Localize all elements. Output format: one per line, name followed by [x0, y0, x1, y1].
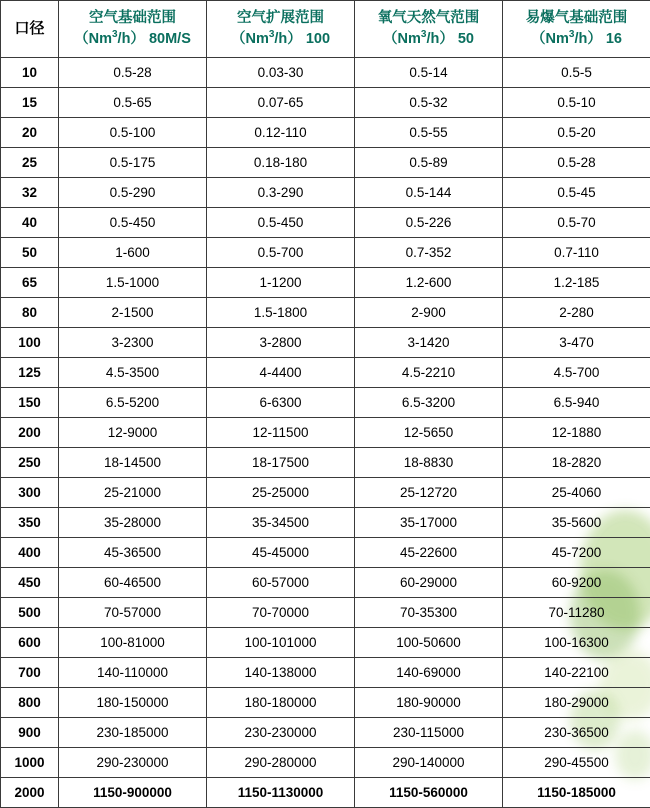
- cell-range: 1.5-1000: [59, 268, 207, 298]
- cell-dn: 25: [1, 148, 59, 178]
- cell-range: 6.5-3200: [355, 388, 503, 418]
- cell-range: 4.5-3500: [59, 358, 207, 388]
- cell-range: 25-4060: [503, 478, 650, 508]
- cell-range: 1-1200: [207, 268, 355, 298]
- cell-range: 140-138000: [207, 658, 355, 688]
- cell-range: 60-9200: [503, 568, 650, 598]
- cell-range: 0.03-30: [207, 58, 355, 88]
- column-header-air-basic-line2: （Nm$^3$/h） 80M/S: [62, 28, 203, 49]
- cell-range: 12-1880: [503, 418, 650, 448]
- table-row: [1, 688, 650, 718]
- cell-dn: 32: [1, 178, 59, 208]
- cell-range: 45-36500: [59, 538, 207, 568]
- cell-range: 6.5-5200: [59, 388, 207, 418]
- cell-range: 2-1500: [59, 298, 207, 328]
- table-row: [1, 628, 650, 658]
- cell-range: 0.5-45: [503, 178, 650, 208]
- cell-range: 45-45000: [207, 538, 355, 568]
- cell-dn: 50: [1, 238, 59, 268]
- cell-range: 6.5-940: [503, 388, 650, 418]
- column-header-air-extended-line1: 空气扩展范围: [210, 9, 351, 29]
- column-header-air-basic-line1: 空气基础范围: [62, 9, 203, 29]
- column-header-oxygen-natural-gas: [355, 1, 503, 58]
- cell-dn: 15: [1, 88, 59, 118]
- cell-range: 0.3-290: [207, 178, 355, 208]
- cell-range: 4.5-700: [503, 358, 650, 388]
- cell-range: 6-6300: [207, 388, 355, 418]
- cell-dn: 200: [1, 418, 59, 448]
- cell-dn: 2000: [1, 778, 59, 808]
- table-row: [1, 598, 650, 628]
- cell-range: 2-280: [503, 298, 650, 328]
- cell-range: 0.5-100: [59, 118, 207, 148]
- cell-dn: 400: [1, 538, 59, 568]
- cell-dn: 700: [1, 658, 59, 688]
- cell-range: 1.2-185: [503, 268, 650, 298]
- cell-dn: 80: [1, 298, 59, 328]
- cell-range: 0.12-110: [207, 118, 355, 148]
- table-row: [1, 388, 650, 418]
- cell-range: 230-115000: [355, 718, 503, 748]
- cell-range: 35-34500: [207, 508, 355, 538]
- column-header-dn-label: 口径: [14, 20, 44, 37]
- cell-dn: 125: [1, 358, 59, 388]
- cell-range: 0.18-180: [207, 148, 355, 178]
- column-header-air-extended: [207, 1, 355, 58]
- table-header-row: [1, 1, 650, 58]
- cell-range: 0.07-65: [207, 88, 355, 118]
- cell-range: 35-17000: [355, 508, 503, 538]
- cell-range: 3-470: [503, 328, 650, 358]
- table-row: [1, 478, 650, 508]
- cell-dn: 100: [1, 328, 59, 358]
- cell-range: 0.5-14: [355, 58, 503, 88]
- table-row: [1, 238, 650, 268]
- cell-dn: 500: [1, 598, 59, 628]
- table-row: [1, 88, 650, 118]
- cell-dn: 600: [1, 628, 59, 658]
- cell-range: 0.5-65: [59, 88, 207, 118]
- table-row: [1, 178, 650, 208]
- column-header-air-extended-line2: （Nm$^3$/h） 100: [210, 28, 351, 49]
- table-body: [1, 58, 650, 808]
- cell-range: 290-45500: [503, 748, 650, 778]
- cell-range: 100-16300: [503, 628, 650, 658]
- table-row: [1, 568, 650, 598]
- cell-dn: 65: [1, 268, 59, 298]
- cell-range: 0.5-175: [59, 148, 207, 178]
- column-header-flammable-gas-basic-line1: 易爆气基础范围: [506, 9, 647, 29]
- column-header-flammable-gas-basic: [503, 1, 650, 58]
- table-row: [1, 268, 650, 298]
- cell-dn: 10: [1, 58, 59, 88]
- table-row: [1, 508, 650, 538]
- cell-range: 0.5-32: [355, 88, 503, 118]
- table-row: [1, 58, 650, 88]
- table-row: [1, 778, 650, 808]
- cell-range: 45-7200: [503, 538, 650, 568]
- table-row: [1, 328, 650, 358]
- cell-dn: 300: [1, 478, 59, 508]
- cell-range: 18-8830: [355, 448, 503, 478]
- cell-range: 140-69000: [355, 658, 503, 688]
- cell-range: 180-150000: [59, 688, 207, 718]
- cell-range: 0.5-10: [503, 88, 650, 118]
- cell-dn: 250: [1, 448, 59, 478]
- cell-range: 0.5-70: [503, 208, 650, 238]
- cell-range: 0.5-450: [59, 208, 207, 238]
- cell-range: 1150-560000: [355, 778, 503, 808]
- cell-range: 3-2800: [207, 328, 355, 358]
- cell-range: 0.5-89: [355, 148, 503, 178]
- cell-range: 0.5-700: [207, 238, 355, 268]
- cell-range: 2-900: [355, 298, 503, 328]
- cell-dn: 900: [1, 718, 59, 748]
- cell-range: 290-280000: [207, 748, 355, 778]
- cell-range: 25-12720: [355, 478, 503, 508]
- cell-range: 0.5-5: [503, 58, 650, 88]
- table-row: [1, 298, 650, 328]
- cell-range: 25-21000: [59, 478, 207, 508]
- cell-range: 12-9000: [59, 418, 207, 448]
- cell-range: 3-2300: [59, 328, 207, 358]
- cell-range: 70-70000: [207, 598, 355, 628]
- cell-range: 45-22600: [355, 538, 503, 568]
- cell-range: 0.5-290: [59, 178, 207, 208]
- cell-range: 0.7-352: [355, 238, 503, 268]
- cell-dn: 150: [1, 388, 59, 418]
- cell-range: 1-600: [59, 238, 207, 268]
- cell-range: 290-230000: [59, 748, 207, 778]
- cell-range: 1150-185000: [503, 778, 650, 808]
- table-row: [1, 208, 650, 238]
- cell-range: 70-11280: [503, 598, 650, 628]
- cell-range: 60-57000: [207, 568, 355, 598]
- cell-range: 70-35300: [355, 598, 503, 628]
- cell-range: 18-14500: [59, 448, 207, 478]
- cell-range: 230-230000: [207, 718, 355, 748]
- table-row: [1, 748, 650, 778]
- cell-range: 1150-900000: [59, 778, 207, 808]
- cell-range: 0.5-55: [355, 118, 503, 148]
- table-row: [1, 418, 650, 448]
- cell-range: 0.5-450: [207, 208, 355, 238]
- cell-range: 140-110000: [59, 658, 207, 688]
- column-header-dn: [1, 1, 59, 58]
- table-row: [1, 658, 650, 688]
- cell-dn: 350: [1, 508, 59, 538]
- cell-range: 180-180000: [207, 688, 355, 718]
- cell-range: 230-36500: [503, 718, 650, 748]
- cell-range: 0.5-20: [503, 118, 650, 148]
- column-header-flammable-gas-basic-line2: （Nm$^3$/h） 16: [506, 28, 647, 49]
- cell-range: 35-28000: [59, 508, 207, 538]
- table-row: [1, 358, 650, 388]
- cell-range: 70-57000: [59, 598, 207, 628]
- cell-range: 0.5-28: [59, 58, 207, 88]
- cell-range: 18-2820: [503, 448, 650, 478]
- cell-range: 3-1420: [355, 328, 503, 358]
- cell-range: 12-11500: [207, 418, 355, 448]
- column-header-oxygen-natural-gas-line1: 氧气天然气范围: [358, 9, 499, 29]
- cell-range: 35-5600: [503, 508, 650, 538]
- cell-range: 100-101000: [207, 628, 355, 658]
- column-header-oxygen-natural-gas-line2: （Nm$^3$/h） 50: [358, 28, 499, 49]
- cell-range: 230-185000: [59, 718, 207, 748]
- cell-range: 180-90000: [355, 688, 503, 718]
- cell-range: 180-29000: [503, 688, 650, 718]
- cell-dn: 450: [1, 568, 59, 598]
- table-row: [1, 718, 650, 748]
- table-row: [1, 448, 650, 478]
- cell-range: 4.5-2210: [355, 358, 503, 388]
- cell-range: 100-81000: [59, 628, 207, 658]
- cell-range: 0.7-110: [503, 238, 650, 268]
- column-header-air-basic: [59, 1, 207, 58]
- cell-range: 140-22100: [503, 658, 650, 688]
- table-header: [1, 1, 650, 58]
- cell-range: 12-5650: [355, 418, 503, 448]
- cell-range: 0.5-226: [355, 208, 503, 238]
- cell-range: 1.5-1800: [207, 298, 355, 328]
- table-row: [1, 538, 650, 568]
- table-row: [1, 118, 650, 148]
- cell-dn: 40: [1, 208, 59, 238]
- cell-range: 25-25000: [207, 478, 355, 508]
- cell-dn: 20: [1, 118, 59, 148]
- cell-range: 18-17500: [207, 448, 355, 478]
- table-row: [1, 148, 650, 178]
- cell-range: 1.2-600: [355, 268, 503, 298]
- cell-range: 60-29000: [355, 568, 503, 598]
- cell-range: 0.5-28: [503, 148, 650, 178]
- cell-range: 1150-1130000: [207, 778, 355, 808]
- cell-range: 0.5-144: [355, 178, 503, 208]
- cell-range: 290-140000: [355, 748, 503, 778]
- cell-dn: 800: [1, 688, 59, 718]
- cell-dn: 1000: [1, 748, 59, 778]
- cell-range: 60-46500: [59, 568, 207, 598]
- cell-range: 100-50600: [355, 628, 503, 658]
- cell-range: 4-4400: [207, 358, 355, 388]
